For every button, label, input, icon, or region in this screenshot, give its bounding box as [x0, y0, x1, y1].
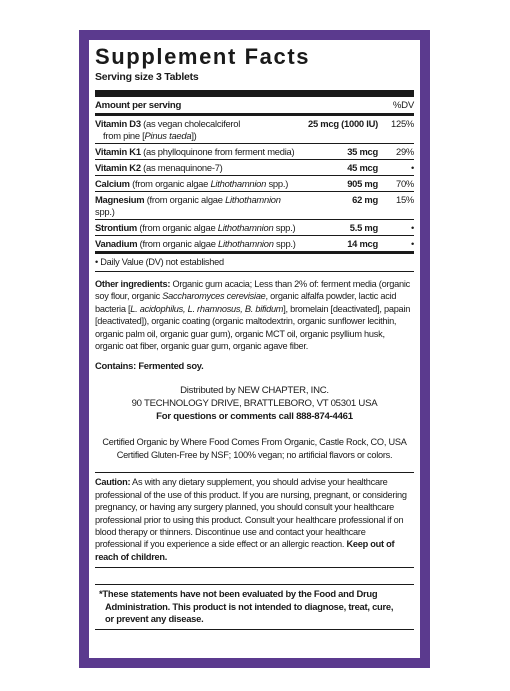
nutrient-dv: •	[410, 238, 414, 249]
nutrient-dv: •	[410, 162, 414, 173]
disclaimer-line: Administration. This product is not intended to diagnose, treat, cure,	[105, 600, 394, 612]
allergen-statement: Contains: Fermented soy.	[95, 360, 204, 372]
caution-label: Caution:	[95, 477, 131, 488]
ingredients-italic: L. acidophilus, L. rhamnosus, B. bifidum	[130, 303, 284, 314]
nutrient-row	[95, 143, 414, 159]
nutrient-desc: (as phylloquinone from ferment media)	[143, 146, 295, 157]
caution-warning: Keep out of reach of children.	[95, 539, 395, 562]
nutrient-dv: 29%	[395, 146, 414, 157]
thin-divider	[95, 271, 414, 272]
disclaimer-line: or prevent any disease.	[105, 613, 204, 625]
nutrient-amount: 5.5 mg	[349, 222, 378, 233]
nutrient-name: Vanadium	[95, 238, 138, 249]
caution-block	[95, 473, 414, 567]
nutrient-desc-italic: Pinus taeda	[144, 130, 192, 141]
nutrient-desc: (from organic algae	[139, 222, 218, 233]
nutrient-dv: 70%	[395, 178, 414, 189]
dv-footnote: • Daily Value (DV) not established	[95, 257, 224, 267]
nutrient-table	[95, 116, 414, 251]
nutrient-row	[95, 191, 414, 219]
nutrient-name: Strontium	[95, 222, 138, 233]
other-ingredients-label: Other ingredients:	[95, 279, 171, 289]
nutrient-amount: 45 mcg	[347, 162, 378, 173]
nutrient-desc: (as menaquinone-7)	[143, 162, 223, 173]
amount-header: Amount per serving	[95, 100, 182, 111]
nutrient-desc-end: spp.)	[266, 178, 289, 189]
thin-divider	[95, 567, 414, 568]
nutrient-row	[95, 175, 414, 191]
nutrient-desc-end: spp.)	[95, 206, 115, 217]
ingredients-text: , organic alfalfa powder, lactic acid bacteria [	[95, 291, 397, 314]
nutrient-desc-2: from pine [	[103, 130, 145, 141]
nutrient-name: Vitamin D3	[95, 118, 141, 129]
supplement-facts-panel	[89, 40, 420, 658]
nutrient-desc: (as vegan cholecalciferol	[143, 118, 241, 129]
nutrient-row	[95, 235, 414, 251]
nutrient-desc-end: spp.)	[273, 238, 296, 249]
dv-header: %DV	[392, 100, 414, 111]
other-ingredients	[95, 278, 414, 352]
distributor-phone: For questions or comments call 888-874-4461	[156, 410, 353, 422]
certification-line: Certified Organic by Where Food Comes From Organic, Castle Rock, CO, USA	[102, 437, 407, 448]
distributor-address: 90 TECHNOLOGY DRIVE, BRATTLEBORO, VT 05301 USA	[131, 398, 378, 410]
nutrient-dv: 125%	[391, 118, 414, 129]
nutrient-row	[95, 116, 414, 143]
distributor-block	[95, 385, 414, 423]
nutrient-amount: 905 mg	[347, 178, 378, 189]
nutrient-desc-italic: Lithothamnion	[217, 222, 274, 233]
serving-size: Serving size 3 Tablets	[95, 71, 199, 83]
ingredients-text: ], bromelain [deactivated], papain [deactivated]), organic coating (organic maltodextrin, organic sunflower lecithin, organic palm oil, organic guar gum), organic MCT oil, organic psyllium husk, organic oat fiber, organic guar gum, organic agave fiber.	[95, 303, 411, 352]
nutrient-desc-italic: Lithothamnion	[218, 238, 274, 249]
nutrient-dv: 15%	[395, 194, 414, 205]
nutrient-desc: (from organic algae	[132, 178, 211, 189]
nutrient-name: Magnesium	[95, 194, 145, 205]
nutrient-desc: (from organic algae	[146, 194, 226, 205]
nutrient-name: Vitamin K1	[95, 146, 141, 157]
ingredients-text: Organic gum acacia; Less than 2% of: ferment media (organic soy flour, organic	[95, 279, 410, 302]
disclaimer-line: *These statements have not been evaluated by the Food and Drug	[99, 588, 378, 600]
nutrient-amount: 14 mcg	[347, 238, 378, 249]
nutrient-desc-italic: Lithothamnion	[225, 194, 281, 205]
certification-line: Certified Gluten-Free by NSF; 100% vegan; no artificial flavors or colors.	[116, 449, 393, 460]
nutrient-amount: 25 mcg (1000 IU)	[308, 118, 378, 129]
thick-divider	[95, 90, 414, 97]
certifications-block	[95, 436, 414, 461]
ingredients-italic: Saccharomyces cerevisiae	[162, 291, 266, 302]
nutrient-desc-italic: Lithothamnion	[210, 178, 267, 189]
nutrient-desc-end: ])	[191, 130, 197, 141]
nutrient-dv: •	[410, 222, 414, 233]
distributor-line: Distributed by NEW CHAPTER, INC.	[180, 385, 329, 397]
nutrient-row	[95, 159, 414, 175]
nutrient-name: Calcium	[95, 178, 130, 189]
fda-disclaimer	[95, 585, 414, 629]
thin-divider	[95, 629, 414, 630]
nutrient-desc-end: spp.)	[273, 222, 296, 233]
nutrient-desc: (from organic algae	[139, 238, 219, 249]
nutrient-amount: 35 mcg	[347, 146, 378, 157]
nutrient-name: Vitamin K2	[95, 162, 141, 173]
nutrient-row	[95, 219, 414, 235]
table-header	[95, 97, 414, 113]
caution-text: As with any dietary supplement, you should advise your healthcare professional of the use of this product. If you are nursing, pregnant, or considering pregnancy, or having any surgery planned, you should consult your healthcare professional prior to using this product. Consult your healthcare professional if on blood therapy or thinners. Discontinue use and contact your healthcare professional if you experience a side effect or an allergic reaction.	[95, 477, 407, 550]
panel-title: Supplement Facts	[95, 44, 311, 69]
nutrient-amount: 62 mg	[352, 194, 378, 205]
